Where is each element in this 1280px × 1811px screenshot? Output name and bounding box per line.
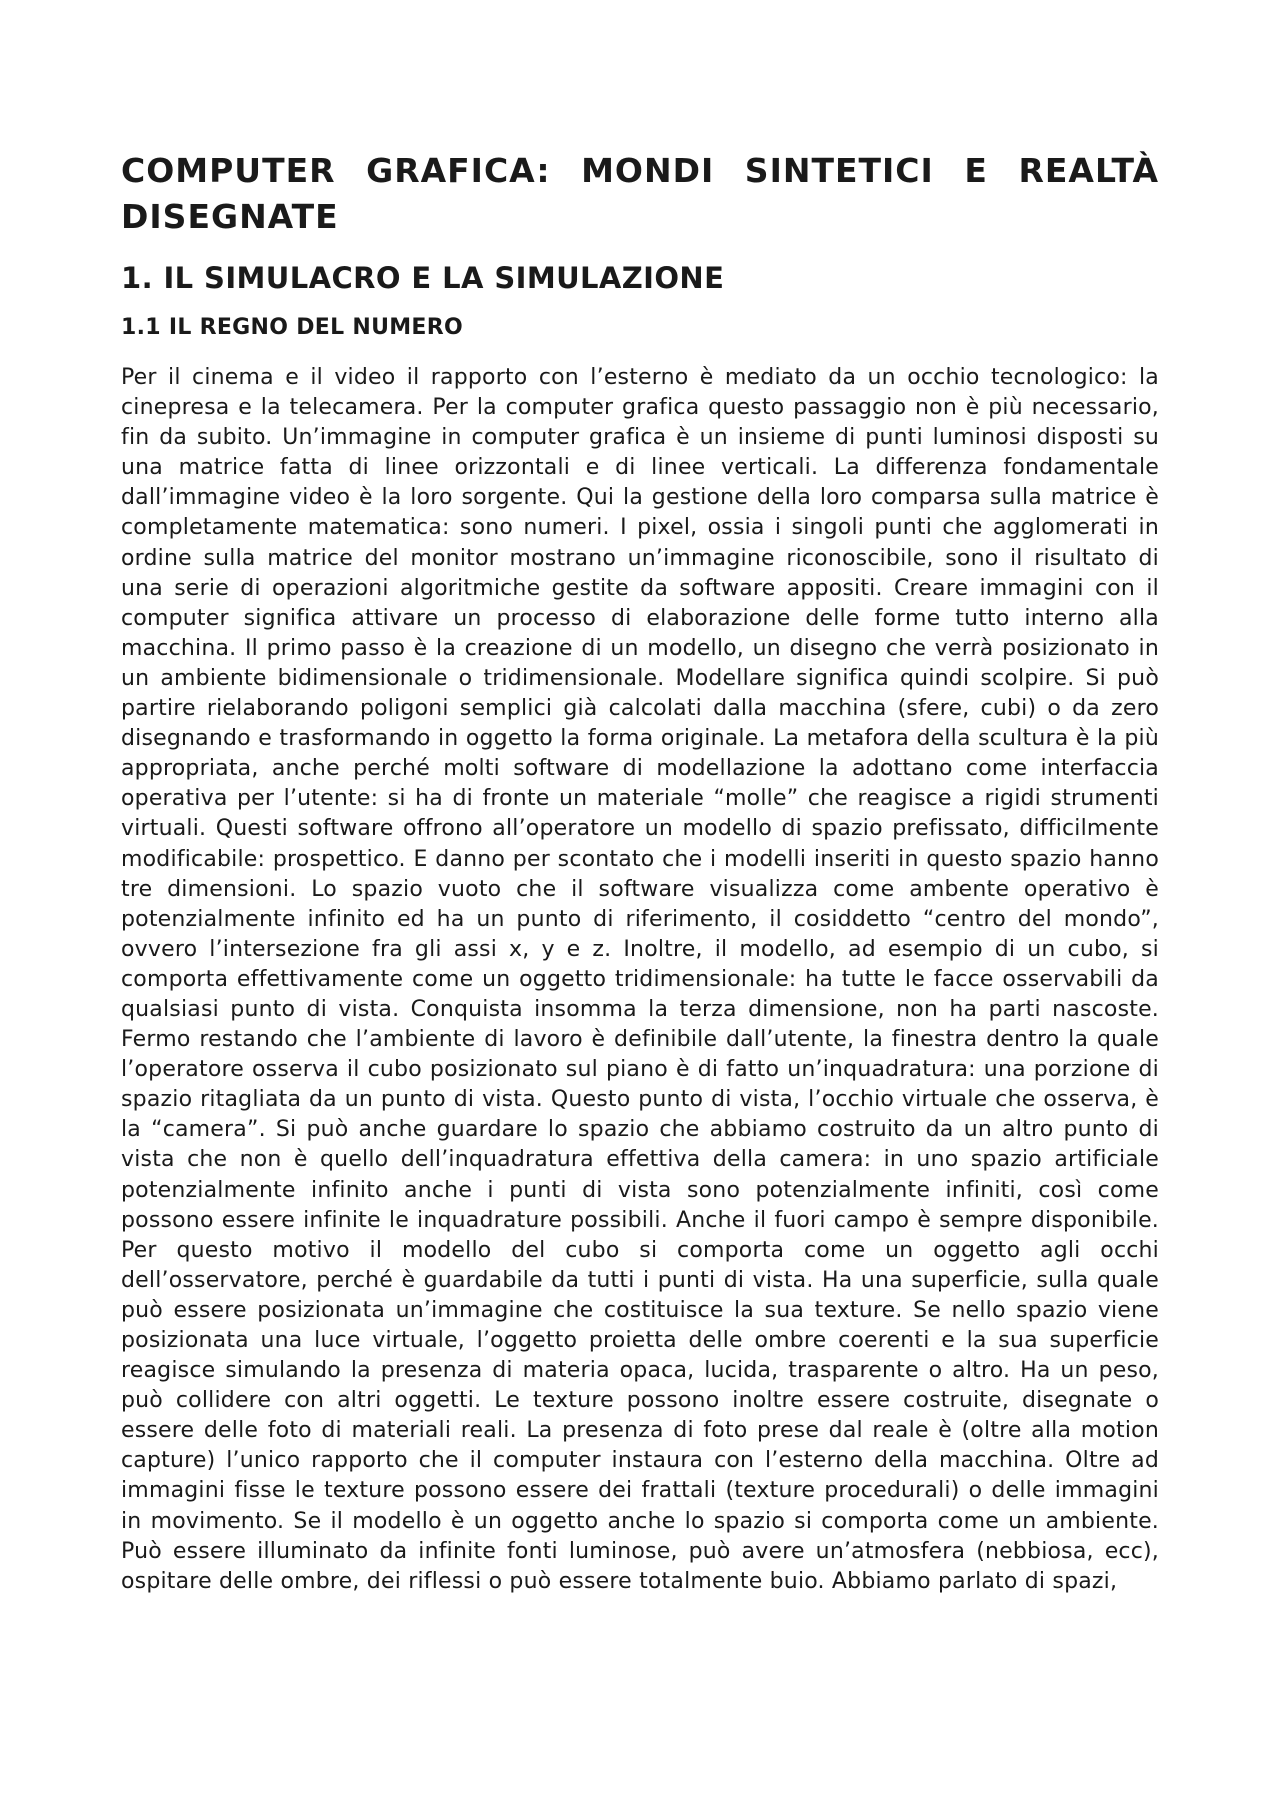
document-page bbox=[121, 148, 1159, 1749]
body-paragraph: Per il cinema e il video il rapporto con l’esterno è mediato da un occhio tecnologico: la cinepresa e la telecamera. Per la computer grafica questo passaggio non è più necessario, fin da subito. Un’immagine in computer grafica è un insieme di punti luminosi disposti su una matrice fatta di linee orizzontali e di linee verticali. La differenza fondamentale dall’immagine video è la loro sorgente. Qui la gestione della loro comparsa sulla matrice è completamente matematica: sono numeri. I pixel, ossia i singoli punti che agglomerati in ordine sulla matrice del monitor mostrano un’immagine riconoscibile, sono il risultato di una serie di operazioni algoritmiche gestite da software appositi. Creare immagini con il computer significa attivare un processo di elaborazione delle forme tutto interno alla macchina. Il primo passo è la creazione di un modello, un disegno che verrà posizionato in un ambiente bidimensionale o tridimensionale. Modellare significa quindi scolpire. Si può partire rielaborando poligoni semplici già calcolati dalla macchina (sfere, cubi) o da zero disegnando e trasformando in oggetto la forma originale. La metafora della scultura è la più appropriata, anche perché molti software di modellazione la adottano come interfaccia operativa per l’utente: si ha di fronte un materiale “molle” che reagisce a rigidi strumenti virtuali. Questi software offrono all’operatore un modello di spazio prefissato, difficilmente modificabile: prospettico. E danno per scontato che i modelli inseriti in questo spazio hanno tre dimensioni. Lo spazio vuoto che il software visualizza come ambente operativo è potenzialmente infinito ed ha un punto di riferimento, il cosiddetto “centro del mondo”, ovvero l’intersezione fra gli assi x, y e z. Inoltre, il modello, ad esempio di un cubo, si comporta effettivamente come un oggetto tridimensionale: ha tutte le facce osservabili da qualsiasi punto di vista. Conquista insomma la terza dimensione, non ha parti nascoste. Fermo restando che l’ambiente di lavoro è definibile dall’utente, la finestra dentro la quale l’operatore osserva il cubo posizionato sul piano è di fatto un’inquadratura: una porzione di spazio ritagliata da un punto di vista. Questo punto di vista, l’occhio virtuale che osserva, è la “camera”. Si può anche guardare lo spazio che abbiamo costruito da un altro punto di vista che non è quello dell’inquadratura effettiva della camera: in uno spazio artificiale potenzialmente infinito anche i punti di vista sono potenzialmente infiniti, così come possono essere infinite le inquadrature possibili. Anche il fuori campo è sempre disponibile. Per questo motivo il modello del cubo si comporta come un oggetto agli occhi dell’osservatore, perché è guardabile da tutti i punti di vista. Ha una superficie, sulla quale può essere posizionata un’immagine che costituisce la sua texture. Se nello spazio viene posizionata una luce virtuale, l’oggetto proietta delle ombre coerenti e la sua superficie reagisce simulando la presenza di materia opaca, lucida, trasparente o altro. Ha un peso, può collidere con altri oggetti. Le texture possono inoltre essere costruite, disegnate o essere delle foto di materiali reali. La presenza di foto prese dal reale è (oltre alla motion capture) l’unico rapporto che il computer instaura con l’esterno della macchina. Oltre ad immagini fisse le texture possono essere dei frattali (texture procedurali) o delle immagini in movimento. Se il modello è un oggetto anche lo spazio si comporta come un ambiente. Può essere illuminato da infinite fonti luminose, può avere un’atmosfera (nebbiosa, ecc), ospitare delle ombre, dei riflessi o può essere totalmente buio. Abbiamo parlato di spazi, bbox=[121, 365, 1159, 1594]
subsection-heading: 1.1 IL REGNO DEL NUMERO bbox=[121, 315, 464, 340]
document-title: COMPUTER GRAFICA: MONDI SINTETICI E REALTÀ DISEGNATE bbox=[121, 151, 1159, 236]
section-heading: 1. IL SIMULACRO E LA SIMULAZIONE bbox=[121, 261, 725, 295]
